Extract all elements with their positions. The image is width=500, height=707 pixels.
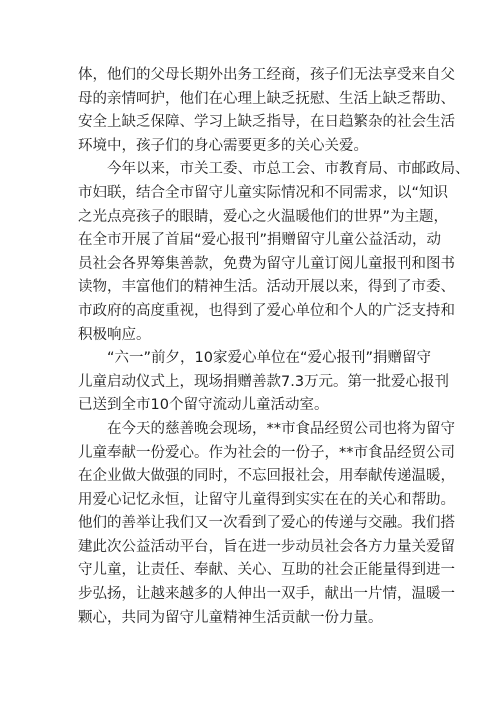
- text-line: 读物，丰富他们的精神生活。活动开展以来，得到了市委、: [78, 279, 455, 296]
- text-line: 颗心，共同为留守儿童精神生活贡献一份力量。: [78, 609, 383, 626]
- text-line: 之光点亮孩子的眼睛，爱心之火温暖他们的世界”为主题，: [78, 208, 449, 225]
- text-line: 建此次公益活动平台，旨在进一步动员社会各方力量关爱留: [78, 538, 455, 555]
- text-line: 在企业做大做强的同时，不忘回报社会，用奉献传递温暖，: [78, 468, 455, 485]
- text-line: 他们的善举让我们又一次看到了爱心的传递与交融。我们搭: [78, 515, 455, 532]
- text-line: 儿童启动仪式上，现场捐赠善款7.3万元。第一批爱心报刊: [78, 373, 450, 390]
- text-line: 安全上缺乏保障、学习上缺乏指导，在日趋繁杂的社会生活: [78, 114, 455, 131]
- text-line: 环境中，孩子们的身心需要更多的关心关爱。: [78, 137, 368, 154]
- text-line: 在今天的慈善晚会现场，**市食品经贸公司也将为留守: [78, 420, 455, 437]
- text-line: 母的亲情呵护，他们在心理上缺乏抚慰、生活上缺乏帮助、: [78, 90, 455, 107]
- text-line: 已送到全市10个留守流动儿童活动室。: [78, 397, 329, 414]
- text-line: 今年以来，市关工委、市总工会、市教育局、市邮政局、: [78, 161, 470, 178]
- text-line: 步弘扬，让越来越多的人伸出一双手，献出一片情，温暖一: [78, 586, 455, 603]
- text-line: 市妇联，结合全市留守儿童实际情况和不同需求，以“知识: [78, 184, 449, 201]
- document-body: [78, 64, 470, 630]
- paragraph-2: [78, 158, 470, 347]
- text-line: “六一”前夕，10家爱心单位在“爱心报刊”捐赠留守: [78, 350, 431, 367]
- text-line: 市政府的高度重视，也得到了爱心单位和个人的广泛支持和: [78, 302, 455, 319]
- text-line: 儿童奉献一份爱心。作为社会的一份子，**市食品经贸公司: [78, 444, 455, 461]
- text-line: 在全市开展了首届“爱心报刊”捐赠留守儿童公益活动，动: [78, 232, 442, 249]
- paragraph-4: [78, 418, 455, 630]
- paragraph-1: [78, 64, 455, 158]
- text-line: 守儿童，让责任、奉献、关心、互助的社会正能量得到进一: [78, 562, 455, 579]
- paragraph-3: [78, 347, 450, 418]
- text-line: 用爱心记忆永恒，让留守儿童得到实实在在的关心和帮助。: [78, 491, 455, 508]
- text-line: 员社会各界筹集善款，免费为留守儿童订阅儿童报刊和图书: [78, 255, 455, 272]
- text-line: 体，他们的父母长期外出务工经商，孩子们无法享受来自父: [78, 67, 455, 83]
- text-line: 积极响应。: [78, 326, 151, 343]
